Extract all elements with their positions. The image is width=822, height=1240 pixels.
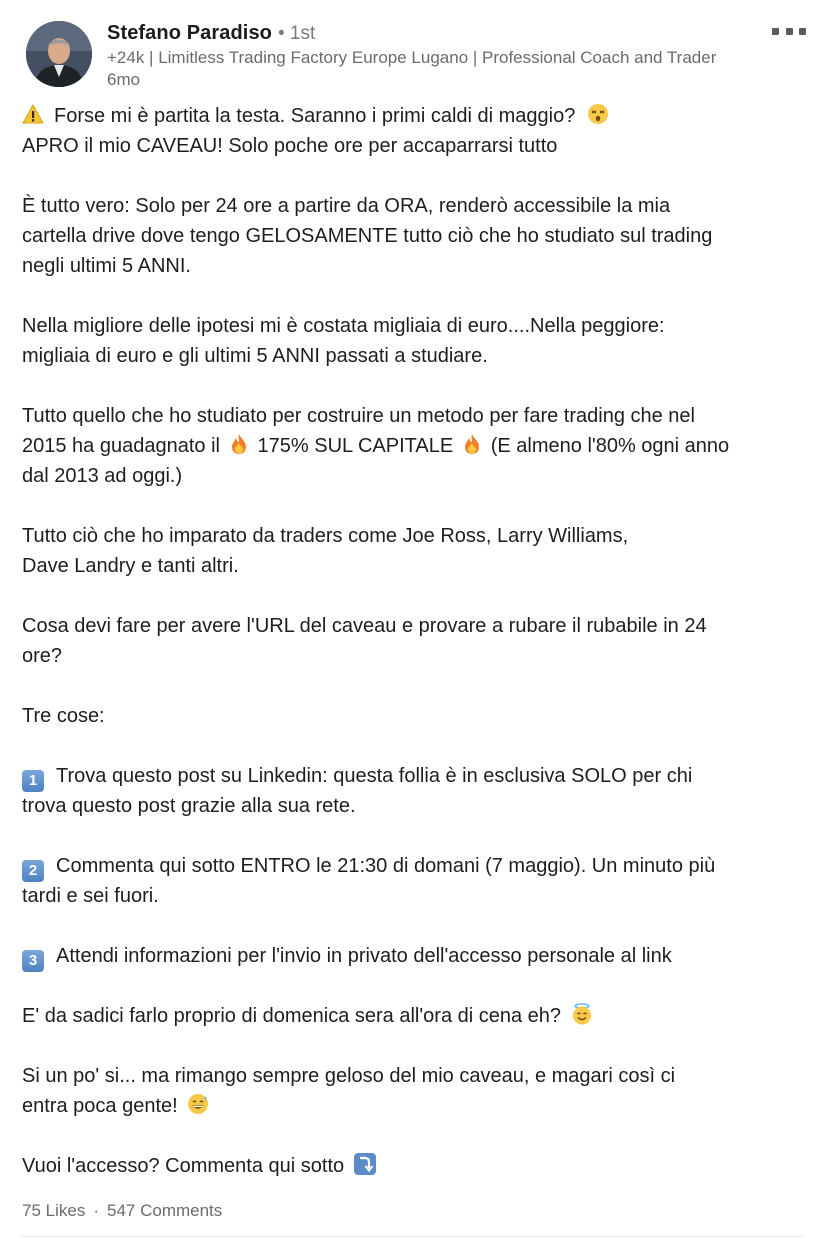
paragraph-gap (22, 161, 807, 191)
more-options-icon-dot (786, 28, 793, 35)
paragraph-gap (22, 491, 807, 521)
post-line (22, 761, 807, 791)
more-options-button[interactable] (772, 24, 806, 38)
keycap-two-icon: 2 (22, 860, 44, 882)
post-text: migliaia di euro e gli ultimi 5 ANNI passati a studiare. (22, 345, 488, 367)
likes-count[interactable]: 75 Likes (22, 1201, 86, 1220)
post-text: (E almeno l'80% ogni anno (490, 435, 730, 457)
post-line (22, 1151, 807, 1181)
post-line (22, 101, 807, 131)
more-options-icon-dot (799, 28, 806, 35)
paragraph-gap (22, 581, 807, 611)
post-text: Cosa devi fare per avere l'URL del caveau e provare a rubare il rubabile in 24 (22, 615, 707, 637)
paragraph-gap (22, 821, 807, 851)
paragraph-gap (22, 1121, 807, 1151)
post-body (22, 101, 807, 1181)
grinning-face-with-sweat-icon (187, 1093, 209, 1115)
post-header (0, 0, 822, 96)
post-text: APRO il mio CAVEAU! Solo poche ore per accaparrarsi tutto (22, 135, 558, 157)
keycap-one-icon: 1 (22, 770, 44, 792)
post-timestamp: 6mo (107, 70, 141, 89)
comments-count[interactable]: 547 Comments (107, 1201, 223, 1220)
social-counts (22, 1200, 222, 1222)
smiling-face-with-halo-icon (571, 1003, 593, 1025)
warning-icon (22, 103, 44, 125)
author-headline: +24k | Limitless Trading Factory Europe Lugano | Professional Coach and Trader (107, 48, 717, 67)
post-text: Tutto ciò che ho imparato da traders come Joe Ross, Larry Williams, (22, 525, 629, 547)
post-text: 2015 ha guadagnato il (22, 435, 220, 457)
post-line (22, 851, 807, 881)
arrow-curving-down-icon (354, 1153, 376, 1175)
post-line (22, 941, 807, 971)
paragraph-gap (22, 671, 807, 701)
post-text: negli ultimi 5 ANNI. (22, 255, 191, 277)
post-text: È tutto vero: Solo per 24 ore a partire da ORA, renderò accessibile la mia (22, 195, 671, 217)
post-text: Attendi informazioni per l'invio in privato dell'accesso personale al link (56, 945, 672, 967)
post-text: tardi e sei fuori. (22, 885, 159, 907)
post-text: Trova questo post su Linkedin: questa follia è in esclusiva SOLO per chi (56, 765, 693, 787)
post-text: Forse mi è partita la testa. Saranno i primi caldi di maggio? (54, 105, 576, 127)
paragraph-gap (22, 731, 807, 761)
post-text: Tre cose: (22, 705, 105, 727)
connection-degree: • 1st (277, 23, 316, 44)
paragraph-gap (22, 371, 807, 401)
paragraph-gap (22, 971, 807, 1001)
avatar[interactable] (26, 21, 92, 87)
post-text: E' da sadici farlo proprio di domenica sera all'ora di cena eh? (22, 1005, 562, 1027)
post-text: ore? (22, 645, 63, 667)
post-text: 175% SUL CAPITALE (257, 435, 454, 457)
post-text: Dave Landry e tanti altri. (22, 555, 239, 577)
author-line (107, 20, 315, 46)
more-options-icon (772, 28, 779, 35)
paragraph-gap (22, 281, 807, 311)
post-text: Vuoi l'accesso? Commenta qui sotto (22, 1155, 345, 1177)
fire-icon (461, 433, 483, 455)
post-text: Si un po' si... ma rimango sempre geloso del mio caveau, e magari così ci (22, 1065, 676, 1087)
post-text: dal 2013 ad oggi.) (22, 465, 183, 487)
paragraph-gap (22, 1031, 807, 1061)
keycap-three-icon: 3 (22, 950, 44, 972)
post-text: Nella migliore delle ipotesi mi è costata migliaia di euro....Nella peggiore: (22, 315, 665, 337)
post-text: trova questo post grazie alla sua rete. (22, 795, 356, 817)
post-text: entra poca gente! (22, 1095, 178, 1117)
paragraph-gap (22, 911, 807, 941)
author-name[interactable]: Stefano Paradiso (107, 22, 272, 44)
separator: · (93, 1201, 99, 1220)
post-line (22, 1091, 807, 1121)
fire-icon (228, 433, 250, 455)
post-line (22, 431, 807, 461)
astonished-face-icon (587, 103, 609, 125)
post-text: Tutto quello che ho studiato per costruire un metodo per fare trading che nel (22, 405, 695, 427)
post-text: cartella drive dove tengo GELOSAMENTE tutto ciò che ho studiato sul trading (22, 225, 713, 247)
post-text: Commenta qui sotto ENTRO le 21:30 di domani (7 maggio). Un minuto più (56, 855, 716, 877)
post-line (22, 1001, 807, 1031)
divider (22, 1236, 802, 1237)
